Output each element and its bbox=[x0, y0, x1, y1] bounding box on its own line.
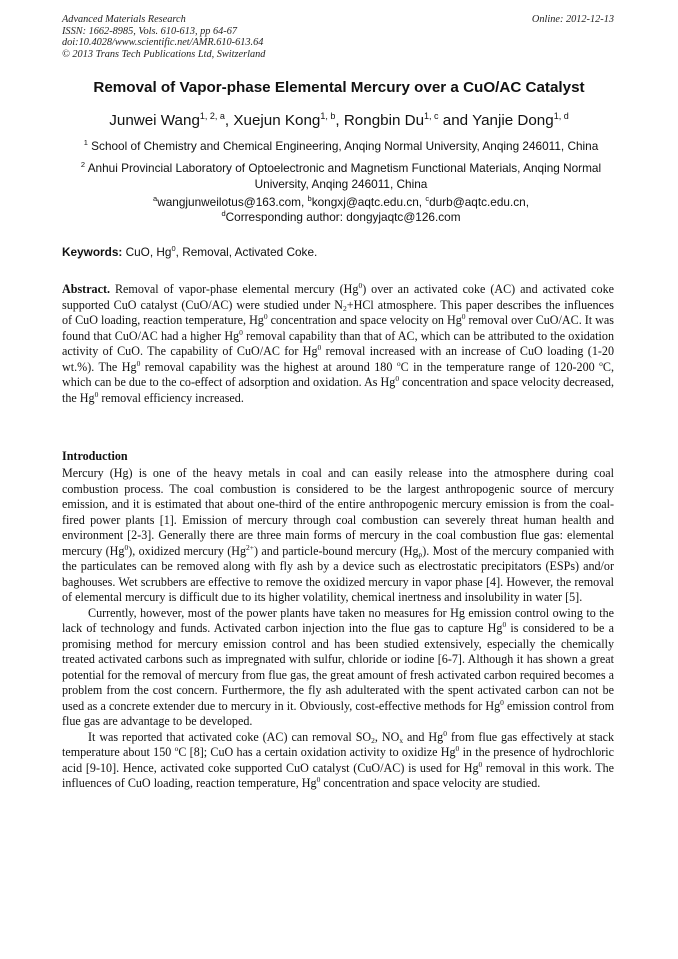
author-affiliation-marker: 1, b bbox=[320, 111, 336, 121]
author-separator: and bbox=[438, 112, 473, 129]
journal-header bbox=[62, 14, 265, 60]
paragraph bbox=[62, 466, 614, 606]
abstract-text: ) over an activated coke (AC) and activated coke supported CuO catalyst (CuO/AC) were studied under N bbox=[62, 282, 614, 312]
email-address: kongxj@aqtc.edu.cn, bbox=[311, 195, 423, 209]
author-affiliation-marker: 1, c bbox=[424, 111, 439, 121]
keywords-label: Keywords: bbox=[62, 245, 123, 259]
email-list bbox=[62, 195, 620, 225]
affiliation-1 bbox=[62, 138, 620, 154]
abstract-text: removal capability than that of AC, which can be attributed to the oxidation activity of CuO. The capability of CuO/AC for Hg bbox=[62, 328, 614, 358]
affiliation-number: 2 bbox=[80, 160, 86, 169]
superscript: 0 bbox=[455, 744, 460, 753]
email-marker: a bbox=[153, 194, 158, 203]
abstract-text: concentration and space velocity decreased, the Hg bbox=[62, 375, 614, 405]
subscript: x bbox=[399, 735, 404, 745]
keywords-text: , Removal, Activated Coke. bbox=[175, 245, 318, 259]
abstract-text: C, which can be due to the co-effect of adsorption and oxidation. As Hg bbox=[62, 359, 614, 389]
affiliation-text: Anhui Provincial Laboratory of Optoelectronic and Magnetism Functional Materials, Anqing Normal University, Anqing 246011, China bbox=[87, 161, 602, 191]
paragraph-text: ), oxidized mercury (Hg bbox=[128, 543, 247, 558]
email-marker: b bbox=[307, 194, 312, 203]
degree-mark: o bbox=[174, 744, 179, 753]
superscript: 0 bbox=[443, 728, 447, 738]
superscript: 0 bbox=[395, 374, 400, 383]
superscript: 0 bbox=[478, 759, 483, 769]
paragraph-text: emission control from flue gas are advantage to be developed. bbox=[62, 698, 614, 728]
superscript: 0 bbox=[316, 775, 321, 784]
abstract-text: removal efficiency increased. bbox=[98, 390, 244, 405]
superscript: 0 bbox=[239, 327, 243, 337]
superscript: 0 bbox=[358, 281, 363, 290]
paragraph-text: , NO bbox=[374, 729, 400, 744]
email-marker: c bbox=[425, 194, 430, 203]
superscript: 0 bbox=[124, 542, 129, 552]
online-date: Online: 2012-12-13 bbox=[531, 14, 614, 25]
paragraph-text: ) and particle-bound mercury (Hg bbox=[254, 543, 419, 558]
abstract-text: removal increased with an increase of CuO loading (1-20 wt.%). The Hg bbox=[62, 344, 614, 374]
paragraph-text: in the presence of hydrochloric acid [9-10]. Hence, activated coke supported CuO catalyst (CuO/AC) is used for Hg bbox=[62, 745, 615, 775]
paragraph-text: It was reported that activated coke (AC) can removal SO bbox=[88, 729, 372, 744]
corresponding-author: Corresponding author: dongyjaqtc@126.com bbox=[225, 210, 461, 224]
abstract-text: +HCl atmosphere. This paper describes the influences of CuO loading, reaction temperature, Hg bbox=[62, 297, 614, 327]
email-marker: d bbox=[221, 209, 226, 218]
author-separator: , bbox=[335, 112, 344, 129]
author-separator: , bbox=[224, 112, 234, 129]
keywords-text: CuO, Hg bbox=[125, 245, 172, 259]
subscript: p bbox=[418, 549, 423, 559]
superscript: 0 bbox=[502, 620, 507, 629]
author-affiliation-marker: 1, 2, a bbox=[199, 111, 225, 121]
author-name: Yanjie Dong bbox=[472, 112, 554, 129]
issn-line: ISSN: 1662-8985, Vols. 610-613, pp 64-67 bbox=[62, 25, 238, 37]
paragraph-text: ). Most of the mercury companied with the particulates can be removed along with fly ash by a device such as electrostatic precipitators (ESPs) and/or baghouses. Wet scrubbers are effective to remove the oxidized mercury in vapor phase [4]. However, the removal of elemental mercury is difficult due to its higher volatility, chemical inertness and insolubility in water [5]. bbox=[62, 543, 614, 604]
copyright-line: © 2013 Trans Tech Publications Ltd, Switzerland bbox=[62, 48, 266, 60]
superscript: 0 bbox=[94, 389, 99, 399]
email-address: durb@aqtc.edu.cn, bbox=[429, 195, 529, 209]
superscript: 0 bbox=[317, 343, 322, 352]
paragraph-text: Mercury (Hg) is one of the heavy metals in coal and can easily release into the atmosphere during coal combustion process. The coal combustion is considered to be the largest anthropogenic source of mercury emission, and it is estimated that about one-third of the entire anthropogenic mercury emission is from the coal-fired power plants [1]. Emission of mercury through coal combustion can severely threat human health and environment [2-3]. Generally there are three main forms of mercury in the coal combustion flue gas: elemental mercury (Hg bbox=[62, 466, 614, 558]
abstract bbox=[62, 282, 614, 406]
section-heading-introduction: Introduction bbox=[62, 449, 128, 463]
paragraph-text: concentration and space velocity are studied. bbox=[320, 776, 541, 790]
author-name: Rongbin Du bbox=[343, 112, 425, 129]
superscript: 0 bbox=[136, 358, 141, 368]
abstract-text: C in the temperature range of 120-200 bbox=[400, 359, 600, 374]
author-affiliation-marker: 1, d bbox=[553, 111, 569, 121]
abstract-text: Removal of vapor-phase elemental mercury (Hg bbox=[110, 282, 359, 296]
subscript: 2 bbox=[343, 303, 347, 313]
paragraph-text: and Hg bbox=[403, 729, 444, 744]
paragraph-text: Currently, however, most of the power plants have taken no measures for Hg emission control owing to the lack of technology and funds. Activated carbon injection into the flue gas to capture Hg bbox=[62, 605, 614, 635]
journal-name: Advanced Materials Research bbox=[62, 14, 186, 25]
degree-mark: o bbox=[599, 358, 603, 368]
paragraph-text: removal in this work. The influences of CuO loading, reaction temperature, Hg bbox=[62, 760, 614, 790]
degree-mark: o bbox=[396, 358, 401, 368]
superscript: 0 bbox=[171, 244, 176, 253]
doi-line: doi:10.4028/www.scientific.net/AMR.610-613.64 bbox=[62, 37, 264, 49]
paragraph bbox=[62, 730, 614, 792]
keywords bbox=[62, 245, 317, 259]
paragraph-text: C [8]; CuO has a certain oxidation activity to oxidize Hg bbox=[178, 745, 456, 759]
affiliation-2 bbox=[62, 160, 620, 192]
paper-title: Removal of Vapor-phase Elemental Mercury over a CuO/AC Catalyst bbox=[93, 79, 585, 96]
author-list bbox=[0, 112, 678, 129]
superscript: 2+ bbox=[246, 542, 255, 552]
affiliation-text: School of Chemistry and Chemical Engineering, Anqing Normal University, Anqing 246011, China bbox=[91, 139, 599, 153]
introduction-body bbox=[62, 466, 614, 792]
author-name: Junwei Wang bbox=[109, 112, 200, 129]
abstract-text: concentration and space velocity on Hg bbox=[267, 313, 462, 327]
email-address: wangjunweilotus@163.com, bbox=[157, 195, 305, 209]
affiliation-number: 1 bbox=[83, 138, 88, 147]
paragraph-text: from flue gas effectively at stack temperature about 150 bbox=[62, 729, 615, 759]
superscript: 0 bbox=[500, 697, 504, 707]
superscript: 0 bbox=[263, 312, 268, 321]
superscript: 0 bbox=[461, 312, 466, 321]
abstract-text: removal capability was the highest at around 180 bbox=[140, 359, 397, 374]
abstract-label: Abstract. bbox=[62, 282, 111, 296]
paragraph-text: is considered to be a promising method for mercury emission control and has been studied extensively, especially the chemically treated activated carbons such as impregnated with sulfur, chloride or iodine [6-7]. Although it has shown a great potential for the removal of mercury from flue gas, the great amount of fresh activated carbon required becomes a problem from the cost concern. Furthermore, the fly ash adulterated with the spent activated carbon can not be used as a concrete extender due to mercury in it. Obviously, cost-effective methods for Hg bbox=[62, 621, 614, 713]
paragraph bbox=[62, 606, 614, 730]
subscript: 2 bbox=[371, 735, 375, 745]
author-name: Xuejun Kong bbox=[233, 112, 321, 129]
abstract-text: removal over CuO/AC. It was found that CuO/AC had a higher Hg bbox=[62, 313, 614, 343]
